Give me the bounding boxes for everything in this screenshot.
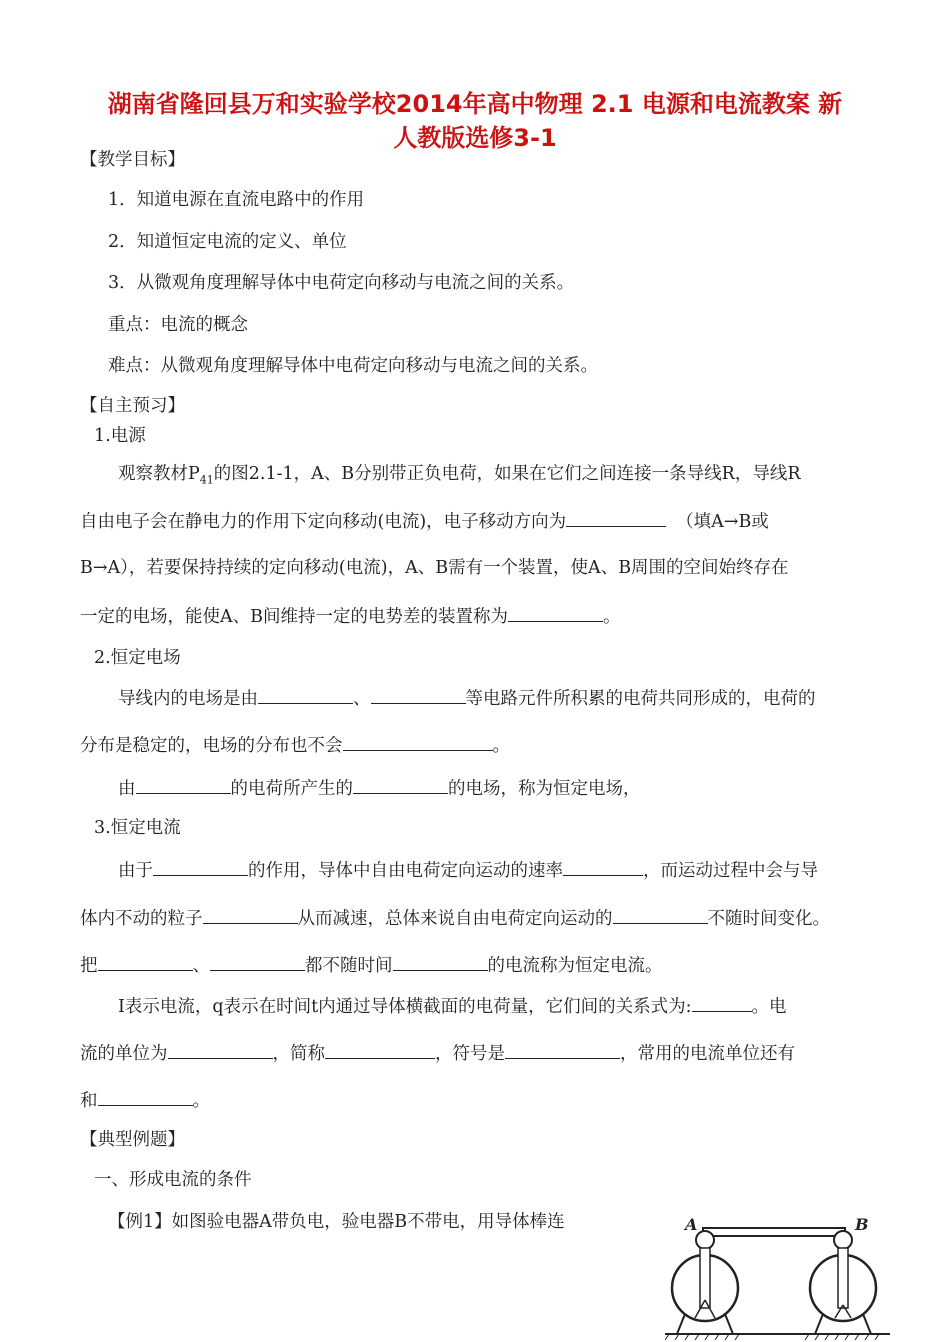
difficulty-point: 难点：从微观角度理解导体中电荷定向移动与电流之间的关系。: [108, 356, 598, 376]
blank-field: [210, 952, 305, 971]
preview-header: 【自主预习】: [80, 396, 185, 416]
electroscope-b: [810, 1231, 876, 1334]
blank-field: [325, 1040, 435, 1059]
goal-item-1: 1．知道电源在直流电路中的作用: [108, 190, 365, 210]
goal-item-2: 2．知道恒定电流的定义、单位: [108, 232, 347, 252]
section-1-title: 1.电源: [94, 426, 146, 446]
para-3a: 由于 的作用，导体中自由电荷定向运动的速率 ，而运动过程中会与导: [118, 857, 818, 883]
blank-field: [98, 952, 193, 971]
example-1-text: 【例1】如图验电器A带负电，验电器B不带电，用导体棒连: [108, 1212, 565, 1232]
blank-field: [371, 685, 466, 704]
blank-field: [98, 1087, 193, 1106]
example-subtitle: 一、形成电流的条件: [94, 1170, 252, 1190]
goal-item-3: 3．从微观角度理解导体中电荷定向移动与电流之间的关系。: [108, 273, 575, 293]
blank-field: [692, 993, 752, 1012]
doc-title-line1: 湖南省隆回县万和实验学校2014年高中物理 2.1 电源和电流教案 新: [107, 90, 843, 118]
section-3-title: 3.恒定电流: [94, 818, 181, 838]
blank-field: [563, 857, 643, 876]
label-a: A: [685, 1215, 698, 1234]
para-4c: 和 。: [80, 1087, 210, 1113]
blank-field: [136, 775, 231, 794]
section-2-title: 2.恒定电场: [94, 648, 181, 668]
para-1c: B→A），若要保持持续的定向移动(电流)，A、B需有一个装置，使A、B周围的空间始终存在: [80, 558, 789, 578]
para-4b: 流的单位为 ，简称 ，符号是 ，常用的电流单位还有: [80, 1040, 795, 1066]
blank-field: [258, 685, 353, 704]
examples-header: 【典型例题】: [80, 1130, 185, 1150]
goals-header: 【教学目标】: [80, 150, 185, 170]
electroscope-figure: [665, 1210, 905, 1340]
blank-field: [613, 905, 708, 924]
electroscope-a: [672, 1231, 738, 1334]
blank-field: [153, 857, 248, 876]
conductor-rod: [703, 1228, 845, 1236]
para-1b: 自由电子会在静电力的作用下定向移动(电流)，电子移动方向为 （填A→B或: [80, 508, 769, 534]
blank-field: [203, 905, 298, 924]
label-b: B: [855, 1215, 869, 1234]
para-3c: 把 、 都不随时间 的电流称为恒定电流。: [80, 952, 663, 978]
doc-title-line2: 人教版选修3-1: [393, 124, 557, 152]
blank-field: [343, 732, 493, 751]
para-2a: 导线内的电场是由 、 等电路元件所积累的电荷共同形成的，电荷的: [118, 685, 816, 711]
para-1d: 一定的电场，能使A、B间维持一定的电势差的装置称为 。: [80, 603, 621, 629]
para-2b: 分布是稳定的，电场的分布也不会 。: [80, 732, 510, 758]
key-point: 重点：电流的概念: [108, 315, 248, 335]
blank-field: [393, 952, 488, 971]
para-4a: I表示电流，q表示在时间t内通过导体横截面的电荷量，它们间的关系式为: 。电: [118, 993, 787, 1019]
blank-field: [508, 603, 603, 622]
blank-field: [566, 508, 666, 527]
para-3b: 体内不动的粒子 从而减速，总体来说自由电荷定向运动的 不随时间变化。: [80, 905, 830, 931]
para-2c: 由 的电荷所产生的 的电场，称为恒定电场，: [118, 775, 641, 801]
para-1a: 观察教材$P_{41}$的图2.1-1，A、B分别带正负电荷，如果在它们之间连接一条导线R，导线R: [118, 464, 801, 487]
blank-field: [505, 1040, 620, 1059]
blank-field: [168, 1040, 273, 1059]
blank-field: [353, 775, 448, 794]
